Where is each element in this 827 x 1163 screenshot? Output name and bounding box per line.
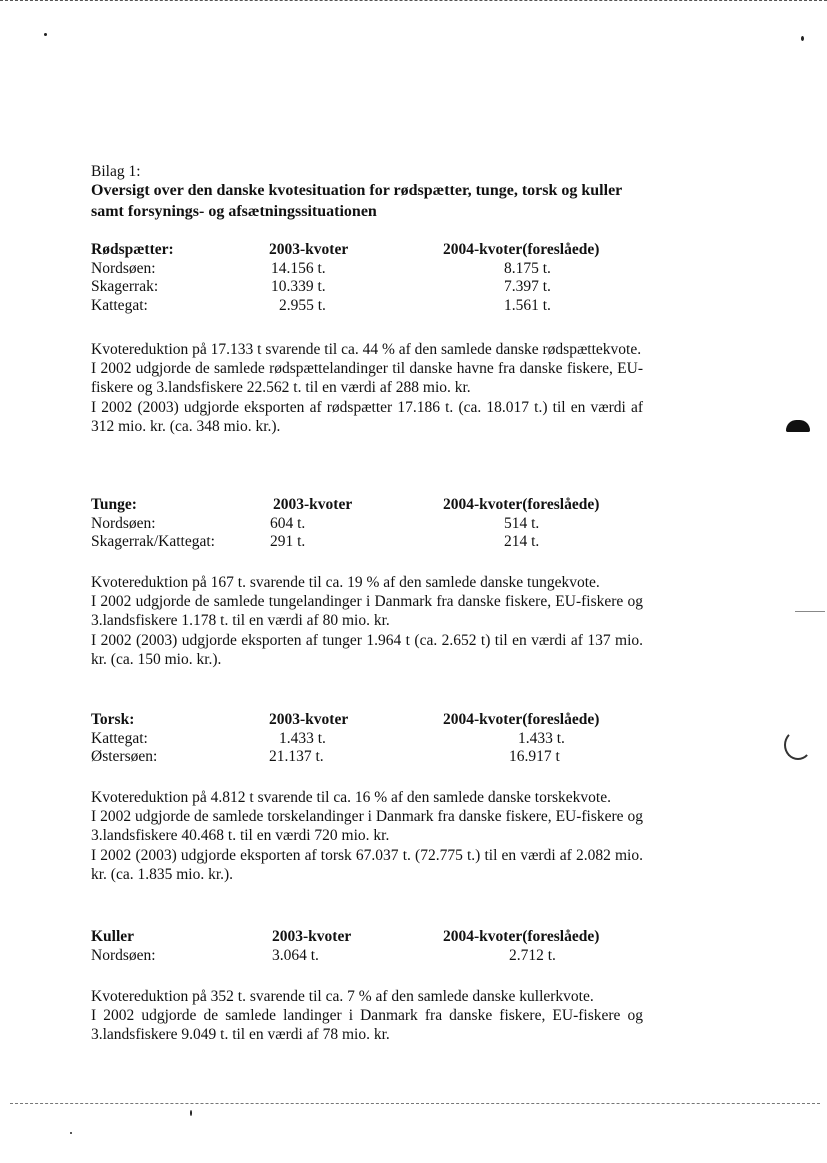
paragraph-block-plaice [91, 340, 643, 436]
scan-artifact-blot [786, 420, 810, 432]
landings-paragraph: I 2002 udgjorde de samlede landinger i Danmark fra danske fiskere, EU-fiskere og 3.landsfiskere 9.049 t. til en værdi af 78 mio. kr. [91, 1007, 643, 1044]
quota-2003-cell: 291 t. [270, 533, 306, 550]
column-header-2004: 2004-kvoter(foreslåede) [443, 928, 600, 945]
table-row [91, 748, 651, 767]
species-label: Kuller [91, 928, 135, 945]
paragraph-block-cod [91, 788, 643, 884]
column-header-2004: 2004-kvoter(foreslåede) [443, 241, 600, 258]
quota-table-cod [91, 711, 651, 767]
reduction-paragraph: Kvotereduktion på 352 t. svarende til ca. 7 % af den samlede danske kullerkvote. [91, 988, 594, 1005]
table-row [91, 730, 651, 749]
area-cell: Nordsøen: [91, 259, 156, 277]
table-row [91, 947, 651, 966]
quota-2003-cell: 10.339 t. [271, 278, 326, 295]
table-row [91, 297, 651, 316]
table-row [91, 515, 651, 534]
scan-artifact-ring [784, 730, 812, 760]
quota-2004-cell: 214 t. [504, 533, 540, 550]
paragraph-block-haddock [91, 987, 643, 1045]
area-cell: Kattegat: [91, 296, 148, 314]
page-title: Oversigt over den danske kvotesituation for rødspætter, tunge, torsk og kuller samt forsynings- og afsætningssituationen [91, 182, 622, 220]
appendix-label: Bilag 1: [91, 163, 141, 180]
species-label: Torsk: [91, 711, 135, 728]
area-cell: Skagerrak: [91, 278, 159, 295]
scan-artifact-dash [795, 611, 825, 612]
quota-2003-cell: 2.955 t. [279, 296, 326, 314]
species-label: Tunge: [91, 496, 137, 513]
paragraph-block-sole [91, 573, 643, 669]
column-header-2003: 2003-kvoter [269, 711, 349, 728]
quota-2004-cell: 1.561 t. [504, 296, 551, 314]
species-label: Rødspætter: [91, 241, 174, 258]
quota-2004-cell: 514 t. [504, 514, 540, 532]
quota-2004-cell: 1.433 t. [518, 729, 565, 747]
area-cell: Kattegat: [91, 729, 148, 747]
table-row [91, 260, 651, 279]
column-header-2004: 2004-kvoter(foreslåede) [443, 711, 600, 728]
scan-speck [190, 1110, 192, 1116]
quota-2003-cell: 604 t. [270, 514, 306, 532]
area-cell: Østersøen: [91, 748, 158, 765]
table-header-row [91, 496, 651, 515]
column-header-2003: 2003-kvoter [269, 241, 349, 258]
column-header-2003: 2003-kvoter [273, 496, 353, 513]
reduction-paragraph: Kvotereduktion på 167 t. svarende til ca. 19 % af den samlede danske tungekvote. [91, 574, 600, 591]
export-paragraph: I 2002 (2003) udgjorde eksporten af rødspætter 17.186 t. (ca. 18.017 t.) til en værdi af 312 mio. kr. (ca. 348 mio. kr.). [91, 398, 643, 435]
scan-edge-top [0, 0, 827, 3]
reduction-paragraph: Kvotereduktion på 17.133 t svarende til ca. 44 % af den samlede danske rødspættekvote. [91, 341, 642, 358]
table-header-row [91, 711, 651, 730]
quota-table-haddock [91, 928, 651, 965]
table-header-row [91, 241, 651, 260]
quota-2003-cell: 21.137 t. [269, 748, 324, 765]
quota-2004-cell: 7.397 t. [504, 278, 551, 295]
quota-2004-cell: 16.917 t [509, 748, 560, 765]
table-row [91, 278, 651, 297]
quota-2004-cell: 2.712 t. [509, 946, 556, 964]
quota-2003-cell: 3.064 t. [272, 946, 319, 964]
quota-2003-cell: 14.156 t. [271, 259, 326, 277]
quota-2003-cell: 1.433 t. [279, 729, 326, 747]
area-cell: Nordsøen: [91, 514, 156, 532]
column-header-2004: 2004-kvoter(foreslåede) [443, 496, 600, 513]
area-cell: Skagerrak/Kattegat: [91, 533, 215, 550]
area-cell: Nordsøen: [91, 946, 156, 964]
scan-speck [70, 1132, 72, 1134]
landings-paragraph: I 2002 udgjorde de samlede rødspættelandinger til danske havne fra danske fiskere, EU-fiskere og 3.landsfiskere 22.562 t. til en værdi af 288 mio. kr. [91, 360, 643, 397]
table-row [91, 533, 651, 552]
reduction-paragraph: Kvotereduktion på 4.812 t svarende til ca. 16 % af den samlede danske torskekvote. [91, 789, 611, 806]
scan-speck [801, 36, 804, 41]
quota-table-sole [91, 496, 651, 552]
quota-table-plaice [91, 241, 651, 315]
export-paragraph: I 2002 (2003) udgjorde eksporten af tunger 1.964 t (ca. 2.652 t) til en værdi af 137 mio. kr. (ca. 150 mio. kr.). [91, 631, 643, 668]
scan-speck [44, 33, 47, 36]
table-header-row [91, 928, 651, 947]
landings-paragraph: I 2002 udgjorde de samlede torskelandinger i Danmark fra danske fiskere, EU-fiskere og 3.landsfiskere 40.468 t. til en værdi 720 mio. kr. [91, 808, 643, 845]
export-paragraph: I 2002 (2003) udgjorde eksporten af torsk 67.037 t. (72.775 t.) til en værdi af 2.082 mio. kr. (ca. 1.835 mio. kr.). [91, 846, 643, 883]
quota-2004-cell: 8.175 t. [504, 259, 551, 277]
scan-edge-bottom [10, 1103, 820, 1105]
column-header-2003: 2003-kvoter [272, 928, 352, 945]
landings-paragraph: I 2002 udgjorde de samlede tungelandinger i Danmark fra danske fiskere, EU-fiskere og 3.landsfiskere 1.178 t. til en værdi af 80 mio. kr. [91, 593, 643, 630]
